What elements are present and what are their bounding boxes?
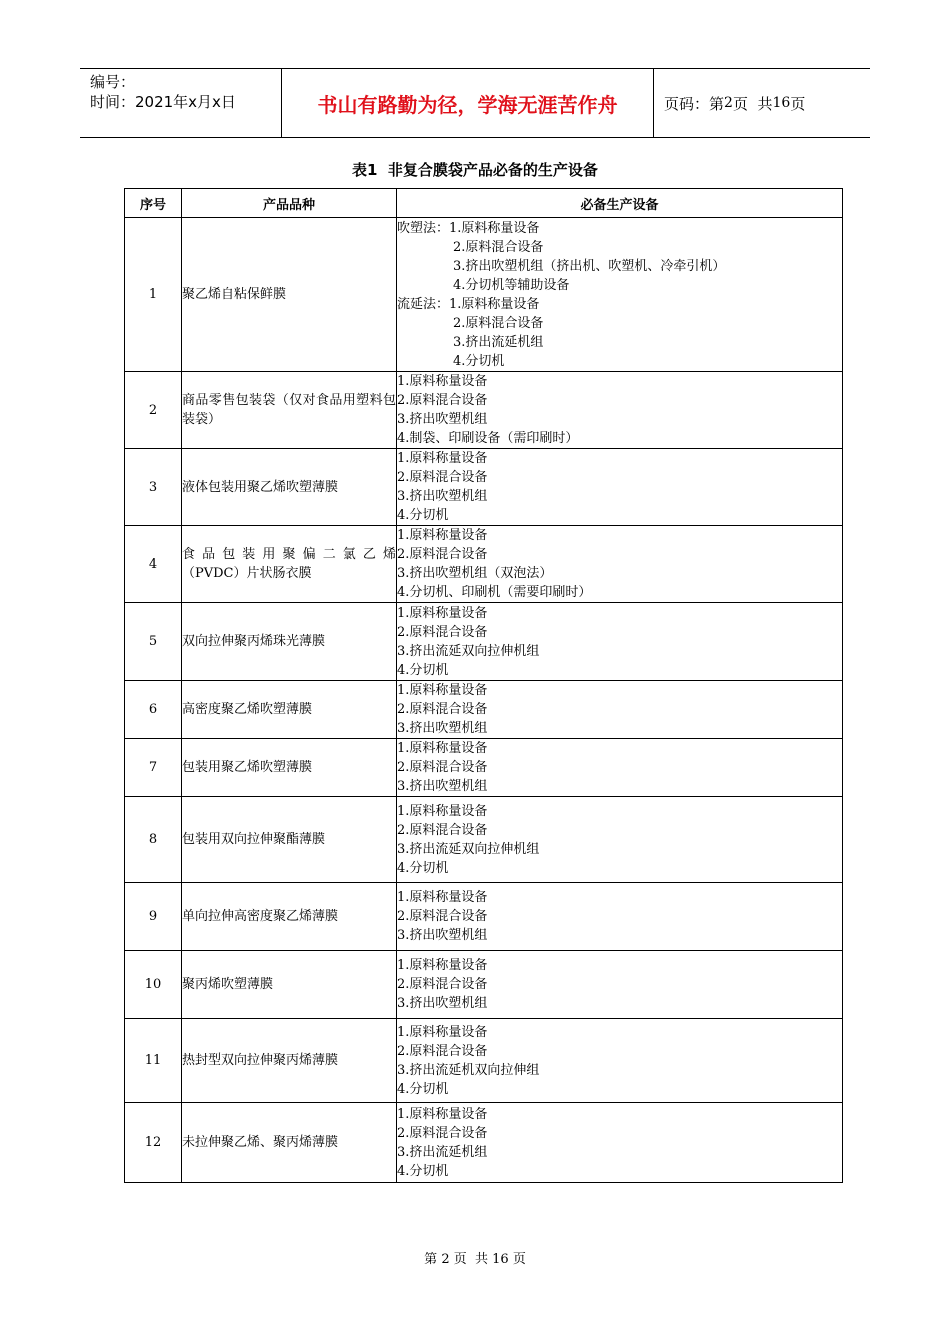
header-motto: 书山有路勤为径，学海无涯苦作舟 bbox=[282, 69, 654, 137]
equipment-list bbox=[397, 218, 843, 372]
row-number: 11 bbox=[125, 1019, 182, 1103]
equipment-list bbox=[397, 681, 843, 739]
page-footer bbox=[0, 1248, 950, 1267]
equipment-item: 1.原料称量设备 bbox=[397, 683, 488, 698]
equipment-item: 4.分切机等辅助设备 bbox=[453, 277, 570, 293]
product-name bbox=[182, 526, 397, 603]
equipment-item: 2.原料混合设备 bbox=[397, 1043, 488, 1059]
equipment-item: 2.原料混合设备 bbox=[397, 393, 488, 408]
equipment-list bbox=[397, 883, 843, 951]
footer-pre: 第 bbox=[424, 1252, 438, 1267]
page-label-pre: 页码：第 bbox=[664, 94, 725, 113]
equipment-item: 2.原料混合设备 bbox=[397, 1125, 488, 1141]
equipment-item: 2.原料混合设备 bbox=[453, 239, 544, 255]
product-name-line: 食品包装用聚偏二氯乙烯 bbox=[182, 547, 396, 562]
equipment-item: 1.原料称量设备 bbox=[397, 374, 488, 389]
table-row bbox=[125, 526, 843, 603]
equipment-list bbox=[397, 951, 843, 1019]
equipment-item: 1.原料称量设备 bbox=[397, 890, 488, 905]
row-number: 8 bbox=[125, 797, 182, 883]
equipment-item: 3.挤出流延机组 bbox=[397, 1144, 488, 1160]
equipment-item: 4.分切机 bbox=[397, 860, 449, 876]
row-number: 5 bbox=[125, 603, 182, 681]
equipment-item: 1.原料称量设备 bbox=[397, 451, 488, 466]
equipment-item: 3.挤出流延双向拉伸机组 bbox=[397, 643, 540, 659]
row-number: 7 bbox=[125, 739, 182, 797]
row-number: 1 bbox=[125, 218, 182, 372]
equipment-item: 2.原料混合设备 bbox=[397, 470, 488, 485]
table-row bbox=[125, 681, 843, 739]
equipment-item: 1.原料称量设备 bbox=[397, 1024, 488, 1040]
equipment-item: 2.原料混合设备 bbox=[397, 702, 488, 717]
equipment-item: 1.原料称量设备 bbox=[397, 803, 488, 819]
table-row bbox=[125, 951, 843, 1019]
doc-info bbox=[80, 69, 282, 137]
header-page-info bbox=[654, 69, 870, 137]
product-name: 商品零售包装袋（仅对食品用塑料包装袋） bbox=[182, 372, 397, 449]
equipment-item: 3.挤出吹塑机组（双泡法） bbox=[397, 566, 553, 581]
equipment-item: 4.分切机 bbox=[397, 508, 449, 523]
equipment-item: 4.分切机 bbox=[397, 1081, 449, 1097]
equipment-item: 流延法：1.原料称量设备 bbox=[397, 296, 540, 312]
footer-post: 页 bbox=[512, 1252, 526, 1267]
equipment-item: 4.分切机、印刷机（需要印刷时） bbox=[397, 585, 592, 600]
page-header bbox=[80, 68, 870, 138]
equipment-list bbox=[397, 603, 843, 681]
row-number: 6 bbox=[125, 681, 182, 739]
page-total: 16 bbox=[772, 95, 791, 111]
equipment-list bbox=[397, 372, 843, 449]
page-label-mid: 页 共 bbox=[732, 94, 773, 113]
equipment-item: 2.原料混合设备 bbox=[397, 547, 488, 562]
table-row bbox=[125, 372, 843, 449]
col-header-no: 序号 bbox=[125, 189, 182, 218]
equipment-list bbox=[397, 1019, 843, 1103]
equipment-item: 2.原料混合设备 bbox=[397, 760, 488, 775]
table-row bbox=[125, 739, 843, 797]
product-name: 热封型双向拉伸聚丙烯薄膜 bbox=[182, 1019, 397, 1103]
footer-total-pages: 16 bbox=[492, 1252, 509, 1267]
equipment-item: 1.原料称量设备 bbox=[397, 1106, 488, 1122]
equipment-item: 3.挤出吹塑机组 bbox=[397, 489, 488, 504]
table-row bbox=[125, 883, 843, 951]
table-row bbox=[125, 1019, 843, 1103]
equipment-item: 2.原料混合设备 bbox=[397, 624, 488, 640]
col-header-product: 产品品种 bbox=[182, 189, 397, 218]
equipment-list bbox=[397, 449, 843, 526]
row-number: 9 bbox=[125, 883, 182, 951]
row-number: 4 bbox=[125, 526, 182, 603]
equipment-item: 2.原料混合设备 bbox=[397, 977, 488, 992]
product-name-line: （PVDC）片状肠衣膜 bbox=[182, 566, 312, 581]
product-name: 聚乙烯自粘保鲜膜 bbox=[182, 218, 397, 372]
equipment-item: 3.挤出吹塑机组 bbox=[397, 779, 488, 794]
equipment-item: 3.挤出吹塑机组 bbox=[397, 996, 488, 1011]
equipment-item: 3.挤出吹塑机组 bbox=[397, 412, 488, 427]
product-name: 双向拉伸聚丙烯珠光薄膜 bbox=[182, 603, 397, 681]
equipment-item: 2.原料混合设备 bbox=[453, 315, 544, 331]
table-header-row bbox=[125, 189, 843, 218]
equipment-list bbox=[397, 797, 843, 883]
product-name: 高密度聚乙烯吹塑薄膜 bbox=[182, 681, 397, 739]
equipment-item: 吹塑法：1.原料称量设备 bbox=[397, 220, 540, 236]
equipment-item: 2.原料混合设备 bbox=[397, 909, 488, 924]
col-header-equipment: 必备生产设备 bbox=[397, 189, 843, 218]
page-label-post: 页 bbox=[790, 94, 806, 113]
equipment-item: 1.原料称量设备 bbox=[397, 958, 488, 973]
equipment-item: 3.挤出流延机双向拉伸组 bbox=[397, 1062, 540, 1078]
equipment-item: 4.分切机 bbox=[453, 353, 505, 369]
equipment-item: 1.原料称量设备 bbox=[397, 528, 488, 543]
table-row bbox=[125, 797, 843, 883]
equipment-item: 3.挤出流延机组 bbox=[453, 334, 544, 350]
equipment-item: 1.原料称量设备 bbox=[397, 741, 488, 756]
row-number: 10 bbox=[125, 951, 182, 1019]
equipment-item: 4.分切机 bbox=[397, 662, 449, 678]
table-row bbox=[125, 449, 843, 526]
product-name: 包装用双向拉伸聚酯薄膜 bbox=[182, 797, 397, 883]
equipment-item: 3.挤出吹塑机组 bbox=[397, 721, 488, 736]
doc-number-label: 编号： bbox=[90, 73, 136, 91]
equipment-item: 3.挤出吹塑机组（挤出机、吹塑机、冷牵引机） bbox=[453, 258, 726, 274]
equipment-item: 2.原料混合设备 bbox=[397, 822, 488, 838]
product-name: 包装用聚乙烯吹塑薄膜 bbox=[182, 739, 397, 797]
page-current: 2 bbox=[724, 95, 733, 111]
product-name: 液体包装用聚乙烯吹塑薄膜 bbox=[182, 449, 397, 526]
equipment-table bbox=[124, 188, 843, 1183]
row-number: 3 bbox=[125, 449, 182, 526]
row-number: 2 bbox=[125, 372, 182, 449]
equipment-list bbox=[397, 526, 843, 603]
product-name: 单向拉伸高密度聚乙烯薄膜 bbox=[182, 883, 397, 951]
equipment-item: 1.原料称量设备 bbox=[397, 605, 488, 621]
table-title: 表1 非复合膜袋产品必备的生产设备 bbox=[352, 161, 598, 179]
equipment-item: 4.制袋、印刷设备（需印刷时） bbox=[397, 431, 579, 446]
product-name: 聚丙烯吹塑薄膜 bbox=[182, 951, 397, 1019]
doc-time-label: 时间：2021年x月x日 bbox=[90, 93, 236, 111]
equipment-list bbox=[397, 739, 843, 797]
equipment-item: 3.挤出吹塑机组 bbox=[397, 928, 488, 943]
footer-mid: 页 共 bbox=[453, 1252, 488, 1267]
equipment-list bbox=[397, 1103, 843, 1183]
equipment-item: 3.挤出流延双向拉伸机组 bbox=[397, 841, 540, 857]
product-name: 未拉伸聚乙烯、聚丙烯薄膜 bbox=[182, 1103, 397, 1183]
equipment-item: 4.分切机 bbox=[397, 1163, 449, 1179]
table-row bbox=[125, 218, 843, 372]
footer-current-page: 2 bbox=[441, 1252, 450, 1267]
row-number: 12 bbox=[125, 1103, 182, 1183]
table-row bbox=[125, 1103, 843, 1183]
table-row bbox=[125, 603, 843, 681]
